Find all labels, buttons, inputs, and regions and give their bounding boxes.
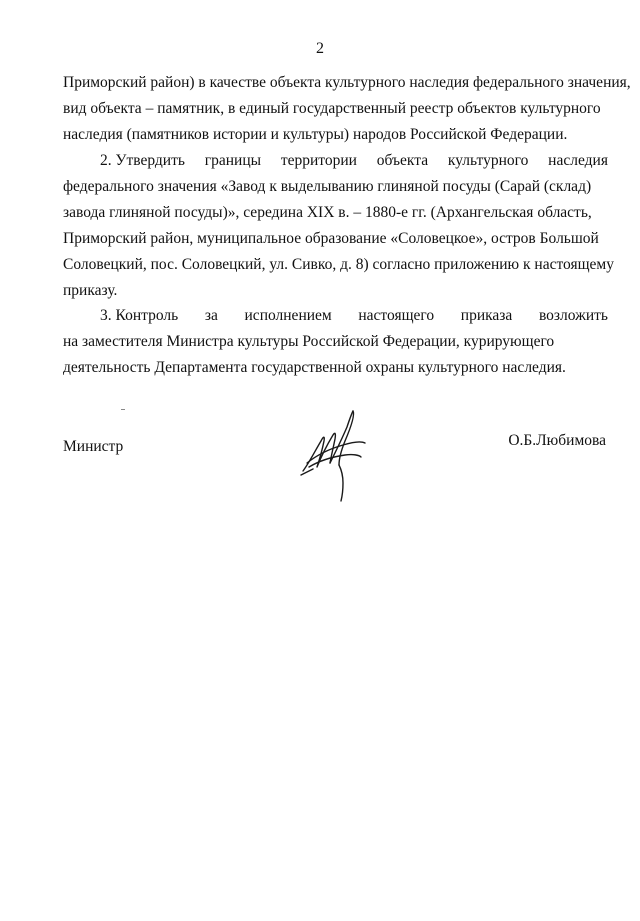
word: исполнением [244, 307, 332, 324]
text-line [63, 70, 631, 96]
word: территории [280, 152, 357, 169]
text-line-first [63, 303, 608, 329]
text-line-content: Соловецкий, пос. Соловецкий, ул. Сивко, д. 8) согласно приложению к настоящему [63, 256, 614, 273]
text-line-content: деятельность Департамента государственной охраны культурного наследия. [63, 359, 566, 376]
word: приказа [460, 307, 513, 324]
paragraph-item-2 [63, 148, 614, 304]
text-line [63, 122, 608, 148]
paragraph-item-3 [63, 303, 608, 381]
signatory-name: О.Б.Любимова [508, 432, 606, 449]
word: за [204, 307, 218, 324]
text-line [63, 96, 608, 122]
word: границы [204, 152, 262, 169]
text-line-content: Приморский район) в качестве объекта культурного наследия федерального значения, [63, 74, 631, 91]
text-line-content: приказу. [63, 282, 118, 299]
text-line-content: на заместителя Министра культуры Российской Федерации, курирующего [63, 333, 555, 350]
word: культурного [447, 152, 529, 169]
handwritten-signature [295, 405, 375, 505]
text-line [63, 174, 608, 200]
word: 2. Утвердить [100, 152, 185, 169]
word: настоящего [358, 307, 435, 324]
word: 3. Контроль [100, 307, 179, 324]
word: объекта [376, 152, 429, 169]
text-line [63, 329, 608, 355]
text-line-first [63, 148, 608, 174]
text-line [63, 355, 608, 381]
text-line [63, 226, 608, 252]
text-line-content: федерального значения «Завод к выделыванию глиняной посуды (Сарай (склад) [63, 178, 592, 195]
signatory-title: Министр [63, 438, 124, 455]
text-line [63, 200, 608, 226]
page-number: 2 [316, 40, 324, 57]
word: наследия [548, 152, 608, 169]
word: возложить [538, 307, 608, 324]
paragraph-continuation [63, 70, 631, 148]
scan-speck [121, 409, 125, 410]
text-line-content: наследия (памятников истории и культуры) народов Российской Федерации. [63, 126, 568, 143]
text-line [63, 252, 614, 278]
text-line-content: вид объекта – памятник, в единый государственный реестр объектов культурного [63, 100, 601, 117]
text-line-content: завода глиняной посуды)», середина XIX в. – 1880-е гг. (Архангельская область, [63, 204, 592, 221]
text-line [63, 278, 608, 304]
text-line-content: Приморский район, муниципальное образование «Соловецкое», остров Большой [63, 230, 599, 247]
